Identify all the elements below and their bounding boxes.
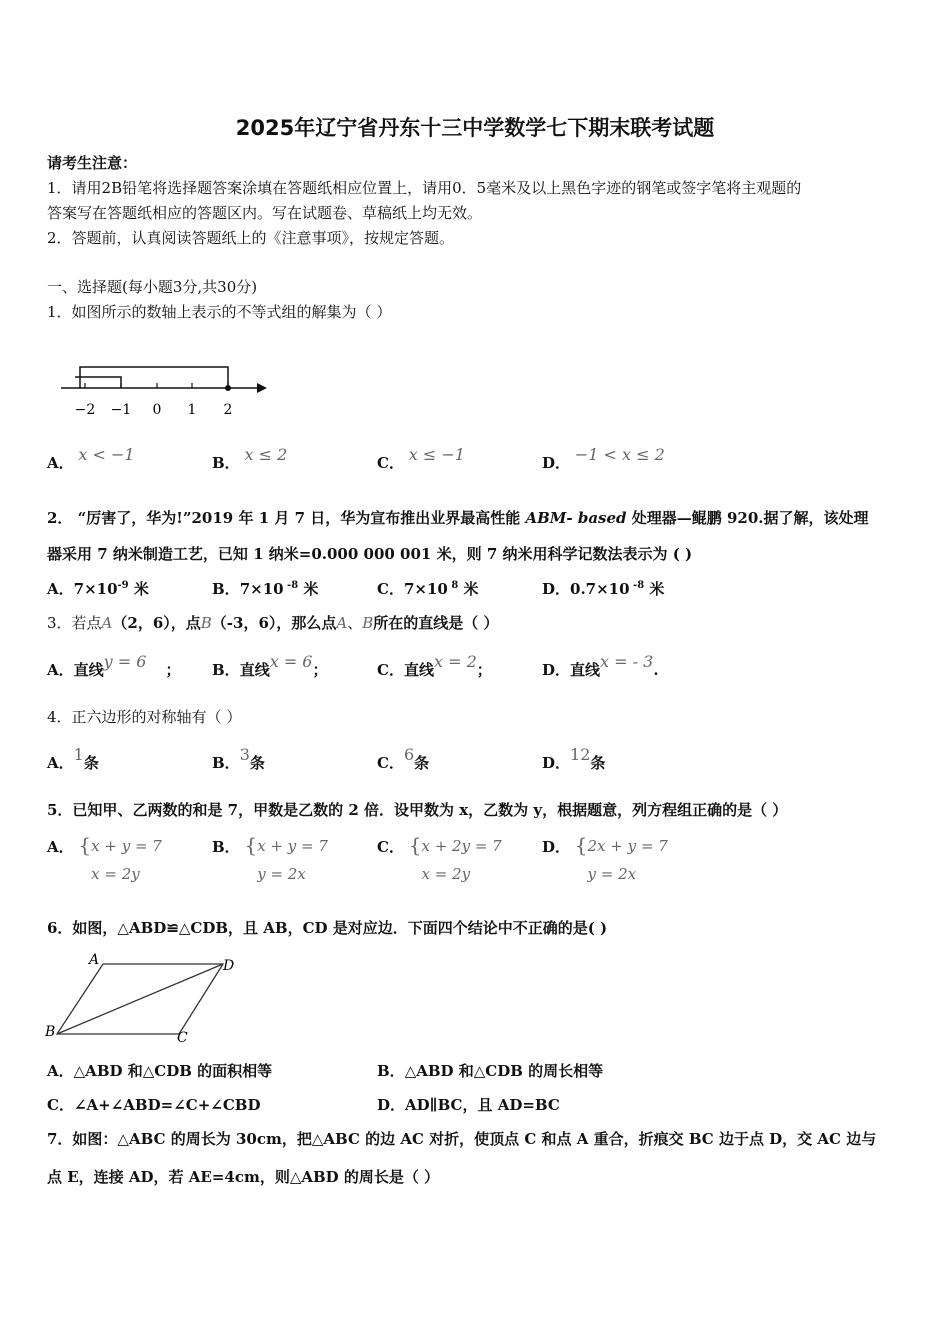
equation-system: [91, 832, 162, 888]
option-label: D．: [542, 454, 571, 472]
option-base: 7×10: [73, 580, 118, 598]
notice-item-1-cont: 答案写在答题纸相应的答题区内。写在试题卷、草稿纸上均无效。: [47, 204, 483, 222]
q4-option-d[interactable]: [542, 745, 606, 773]
q3-stem-part: 、: [347, 614, 363, 632]
option-label: D．: [542, 754, 571, 772]
option-label: A．: [47, 454, 74, 472]
axis-label-2: 2: [223, 402, 233, 418]
option-text: ∠A+∠ABD=∠C+∠CBD: [73, 1096, 261, 1114]
q6-option-c[interactable]: [47, 1094, 260, 1115]
option-label: B．: [212, 580, 240, 598]
axis-label-minus1: −1: [110, 402, 132, 418]
q2-option-c[interactable]: [377, 578, 479, 599]
system-brace: {: [244, 833, 258, 857]
system-brace: {: [78, 833, 92, 857]
q6-option-d[interactable]: [377, 1094, 560, 1115]
question-2-stem-line2: 器采用 7 纳米制造工艺，已知 1 纳米=0.000 000 001 米，则 7 纳米用科学记数法表示为 ( ): [47, 545, 693, 563]
option-text: 直线: [570, 661, 601, 679]
option-text: 直线: [239, 661, 270, 679]
option-math: 6: [403, 745, 415, 764]
option-text: AD∥BC，且 AD=BC: [405, 1096, 560, 1114]
option-text: △ABD 和△CDB 的面积相等: [73, 1062, 273, 1080]
option-math: 12: [570, 745, 591, 764]
axis-label-minus2: −2: [74, 402, 96, 418]
question-4-stem: 4．正六边形的对称轴有（ ）: [47, 708, 242, 726]
option-unit: 米: [298, 580, 319, 598]
option-label: D．: [542, 661, 571, 679]
q2-stem-part1: 2． “厉害了，华为!”2019 年 1 月 7 日，华为宣布推出业界最高性能: [47, 509, 526, 527]
parallelogram-figure: [43, 950, 243, 1045]
option-text: 直线: [403, 661, 434, 679]
option-label: A．: [47, 754, 74, 772]
range-right-bracket: [75, 377, 121, 388]
q2-option-b[interactable]: [212, 578, 318, 599]
option-math: x = - 3: [600, 652, 654, 671]
question-2-stem-line1: [47, 507, 869, 528]
option-math: x = 2: [433, 652, 477, 671]
option-end: ；: [165, 661, 181, 679]
equation-system: [588, 832, 668, 888]
point-b-symbol: B: [362, 614, 374, 632]
q5-option-a[interactable]: [47, 832, 162, 888]
option-base: 7×10: [239, 580, 284, 598]
option-math: −1 < x ≤ 2: [574, 445, 665, 464]
q3-option-d[interactable]: [542, 652, 659, 680]
q2-option-d[interactable]: [542, 578, 664, 599]
q3-stem-part: （2，6），点: [112, 614, 201, 632]
option-label: C．: [377, 838, 404, 856]
option-math: y = 6: [103, 652, 147, 671]
point-b-symbol: B: [200, 614, 212, 632]
option-math: x < −1: [78, 445, 135, 464]
q1-option-d[interactable]: [542, 445, 665, 473]
option-end: ；: [312, 661, 328, 679]
q4-option-c[interactable]: [377, 745, 430, 773]
q5-option-c[interactable]: [377, 832, 502, 888]
q3-option-c[interactable]: [377, 652, 492, 680]
q6-option-b[interactable]: [377, 1060, 603, 1081]
equation-2: x = 2y: [421, 865, 471, 883]
option-base: 0.7×10: [570, 580, 630, 598]
option-unit: 条: [249, 754, 265, 772]
closed-point-2: [225, 385, 231, 391]
q5-option-b[interactable]: [212, 832, 328, 888]
option-unit: 条: [590, 754, 606, 772]
q1-option-a[interactable]: [47, 445, 135, 473]
axis-label-1: 1: [187, 402, 197, 418]
question-3-stem: [47, 612, 499, 633]
option-label: B．: [212, 754, 240, 772]
option-label: A．: [47, 661, 74, 679]
q3-stem-part: 所在的直线是（ ）: [373, 614, 499, 632]
option-label: C．: [377, 661, 404, 679]
question-5-stem: 5．已知甲、乙两数的和是 7，甲数是乙数的 2 倍．设甲数为 x，乙数为 y，根据题意，列方程组正确的是（ ）: [47, 801, 788, 819]
option-label: B．: [212, 838, 240, 856]
option-unit: 米: [644, 580, 665, 598]
option-end: .: [653, 661, 659, 679]
option-exponent: 8: [447, 580, 459, 591]
option-label: D．: [542, 580, 571, 598]
number-line-figure: [55, 358, 275, 424]
vertex-label-d: D: [223, 958, 235, 974]
option-label: C．: [47, 1096, 74, 1114]
question-7-stem-line1: 7．如图：△ABC 的周长为 30cm，把△ABC 的边 AC 对折，使顶点 C 和点 A 重合，折痕交 BC 边于点 D，交 AC 边与: [47, 1130, 877, 1148]
option-unit: 条: [414, 754, 430, 772]
option-math: x ≤ −1: [408, 445, 465, 464]
point-a-symbol: A: [101, 614, 113, 632]
option-unit: 米: [128, 580, 149, 598]
option-label: A．: [47, 580, 74, 598]
option-math: x ≤ 2: [244, 445, 288, 464]
diagonal-bd: [57, 964, 223, 1034]
q2-stem-emphasis: ABM- based: [525, 509, 627, 527]
q2-stem-part2: 处理器—鲲鹏 920.据了解，该处理: [626, 509, 869, 527]
equation-1: x + y = 7: [257, 837, 328, 855]
option-exponent: -9: [117, 580, 129, 591]
notice-item-1: 1．请用2B铅笔将选择题答案涂填在答题纸相应位置上，请用0．5毫米及以上黑色字迹的钢笔或签字笔将主观题的: [47, 179, 802, 197]
notice-item-2: 2．答题前，认真阅读答题纸上的《注意事项》，按规定答题。: [47, 229, 455, 247]
equation-1: x + 2y = 7: [421, 837, 502, 855]
option-label: A．: [47, 838, 74, 856]
point-a-symbol: A: [336, 614, 348, 632]
option-unit: 条: [83, 754, 99, 772]
option-label: B．: [212, 661, 240, 679]
equation-2: x = 2y: [91, 865, 140, 883]
section-heading: 一、选择题(每小题3分,共30分): [47, 278, 258, 296]
equation-system: [421, 832, 501, 888]
option-label: C．: [377, 454, 404, 472]
option-exponent: -8: [629, 580, 645, 591]
page-title: 2025年辽宁省丹东十三中学数学七下期末联考试题: [235, 116, 715, 140]
option-unit: 米: [458, 580, 479, 598]
q5-option-d[interactable]: [542, 832, 668, 888]
option-math: x = 6: [269, 652, 313, 671]
equation-1: 2x + y = 7: [587, 837, 668, 855]
option-label: A．: [47, 1062, 74, 1080]
option-label: D．: [377, 1096, 406, 1114]
q1-option-c[interactable]: [377, 445, 465, 473]
option-label: B．: [377, 1062, 405, 1080]
option-label: C．: [377, 580, 404, 598]
option-math: 1: [73, 745, 84, 764]
vertex-label-b: B: [45, 1024, 56, 1040]
option-base: 7×10: [403, 580, 448, 598]
option-label: C．: [377, 754, 404, 772]
system-brace: {: [574, 833, 588, 857]
q6-option-a[interactable]: [47, 1060, 272, 1081]
option-text: △ABD 和△CDB 的周长相等: [404, 1062, 604, 1080]
vertex-label-c: C: [177, 1030, 188, 1045]
equation-system: [257, 832, 328, 888]
axis-arrow: [257, 383, 267, 393]
system-brace: {: [408, 833, 422, 857]
q3-option-b[interactable]: [212, 652, 328, 680]
option-end: ；: [476, 661, 492, 679]
question-7-stem-line2: 点 E，连接 AD，若 AE=4cm，则△ABD 的周长是（ ）: [47, 1168, 440, 1186]
option-exponent: -8: [283, 580, 299, 591]
notice-heading: 请考生注意：: [47, 154, 138, 172]
question-6-stem: 6．如图，△ABD≌△CDB，且 AB，CD 是对应边．下面四个结论中不正确的是( ): [47, 919, 608, 937]
axis-label-0: 0: [152, 402, 162, 418]
q3-stem-part: 3．若点: [47, 614, 102, 632]
option-text: 直线: [73, 661, 104, 679]
option-label: D．: [542, 838, 571, 856]
equation-1: x + y = 7: [91, 837, 162, 855]
q4-option-b[interactable]: [212, 745, 265, 773]
q3-option-a[interactable]: [47, 652, 181, 680]
q3-stem-part: （-3，6），那么点: [211, 614, 337, 632]
equation-2: y = 2x: [257, 865, 306, 883]
q2-option-a[interactable]: [47, 578, 149, 599]
q4-option-a[interactable]: [47, 745, 99, 773]
equation-2: y = 2x: [587, 865, 637, 883]
option-label: B．: [212, 454, 240, 472]
question-1-stem: 1．如图所示的数轴上表示的不等式组的解集为（ ）: [47, 303, 392, 321]
q1-option-b[interactable]: [212, 445, 288, 473]
option-math: 3: [239, 745, 250, 764]
vertex-label-a: A: [89, 952, 100, 968]
